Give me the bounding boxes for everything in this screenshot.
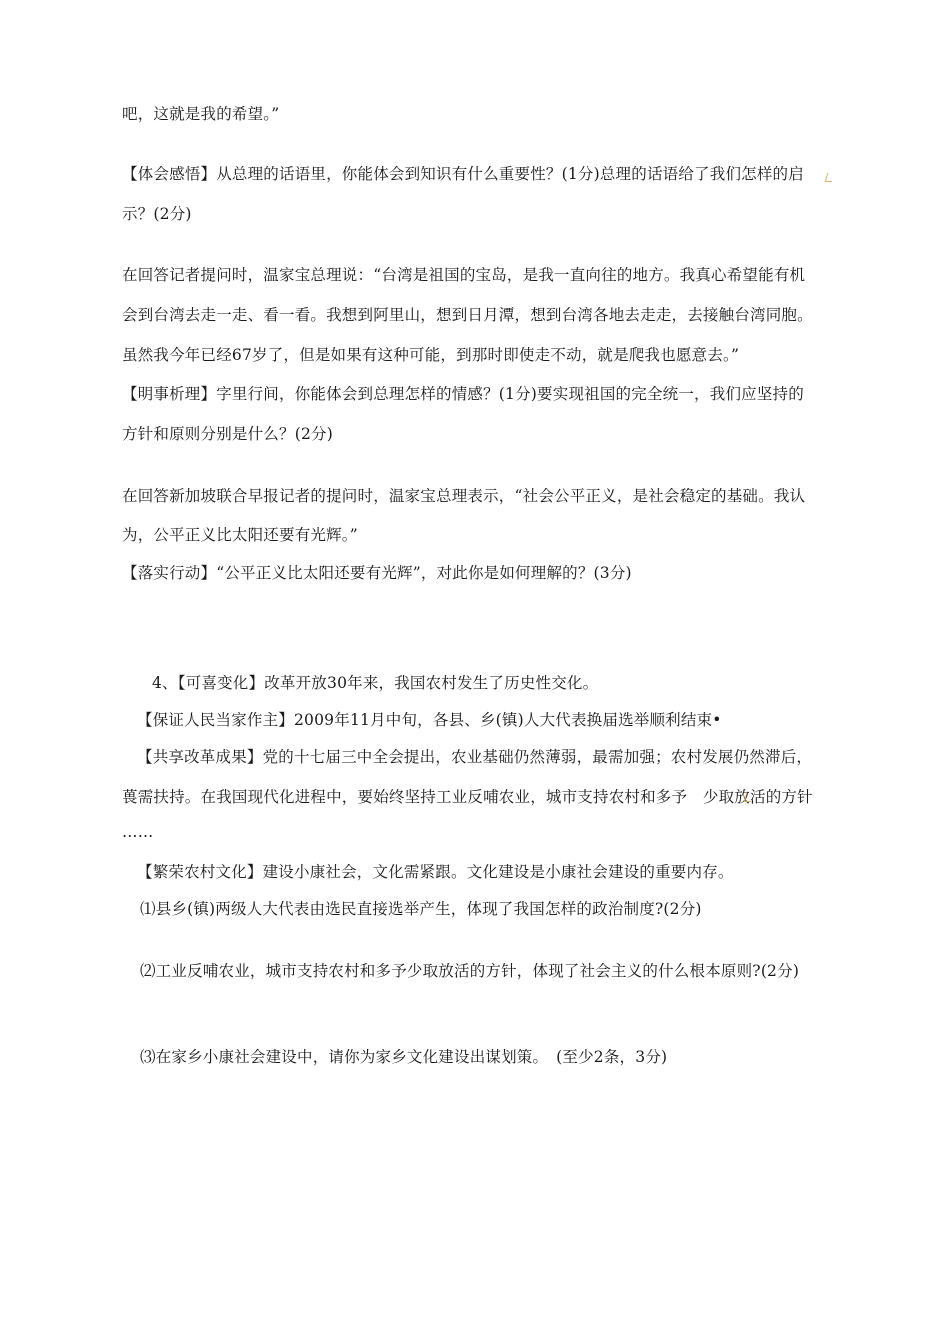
- text-line-18: ⑴县乡(镇)两级人大代表由选民直接选举产生，体现了我国怎样的政治制度?(2分): [140, 900, 702, 918]
- text-line-12: 4、【可喜变化】改革开放30年来，我国农村发生了历史性交化。: [152, 674, 599, 692]
- scan-mark: [825, 173, 834, 182]
- text-line-11: 【落实行动】“公平正义比太阳还要有光辉”，对此你是如何理解的？(3分): [122, 564, 632, 582]
- text-line-7: 【明事析理】字里行间，你能体会到总理怎样的情感？(1分)要实现祖国的完全统一，我们应坚持的: [122, 385, 804, 403]
- text-line-8: 方针和原则分别是什么？(2分): [122, 425, 333, 443]
- text-line-19: ⑵工业反哺农业，城市支持农村和多予少取放活的方针，体现了社会主义的什么根本原则?(2分): [140, 962, 800, 980]
- text-line-4: 在回答记者提问时，温家宝总理说：“台湾是祖国的宝岛，是我一直向往的地方。我真心希望能有机: [122, 266, 806, 284]
- text-line-20: ⑶在家乡小康社会建设中，请你为家乡文化建设出谋划策。 (至少2条，3分): [140, 1048, 668, 1066]
- text-line-10: 为，公平正义比太阳还要有光辉。”: [122, 526, 358, 544]
- text-line-3: 示？(2分): [122, 205, 192, 223]
- text-line-9: 在回答新加坡联合早报记者的提问时，温家宝总理表示，“社会公平正义，是社会稳定的基础。我认: [122, 487, 806, 505]
- text-line-5: 会到台湾去走一走、看一看。我想到阿里山，想到日月潭，想到台湾各地去走走，去接触台湾同胞。: [122, 306, 813, 324]
- text-line-1: 吧，这就是我的希望。”: [122, 105, 280, 123]
- text-line-13: 【保证人民当家作主】2009年11月中旬，各县、乡(镇)人大代表换届选举顺利结束•: [137, 711, 722, 729]
- text-line-2: 【体会感悟】从总理的话语里，你能体会到知识有什么重要性？(1分)总理的话语给了我们怎样的启: [122, 165, 804, 183]
- text-line-15: 葨需扶持。在我国现代化进程中，要始终坚持工业反哺农业，城市支持农村和多予 少取放活的方针: [122, 788, 813, 806]
- text-line-6: 虽然我今年已经67岁了，但是如果有这种可能，到那时即使走不动，就是爬我也愿意去。”: [122, 346, 740, 364]
- text-line-16: ……: [122, 823, 154, 841]
- text-line-17: 【繁荣农村文化】建设小康社会，文化需紧跟。文化建设是小康社会建设的重要内存。: [137, 863, 734, 881]
- text-line-14: 【共享改革成果】党的十七届三中全会提出，农业基础仍然薄弱，最需加强；农村发展仍然滞后，: [137, 748, 813, 766]
